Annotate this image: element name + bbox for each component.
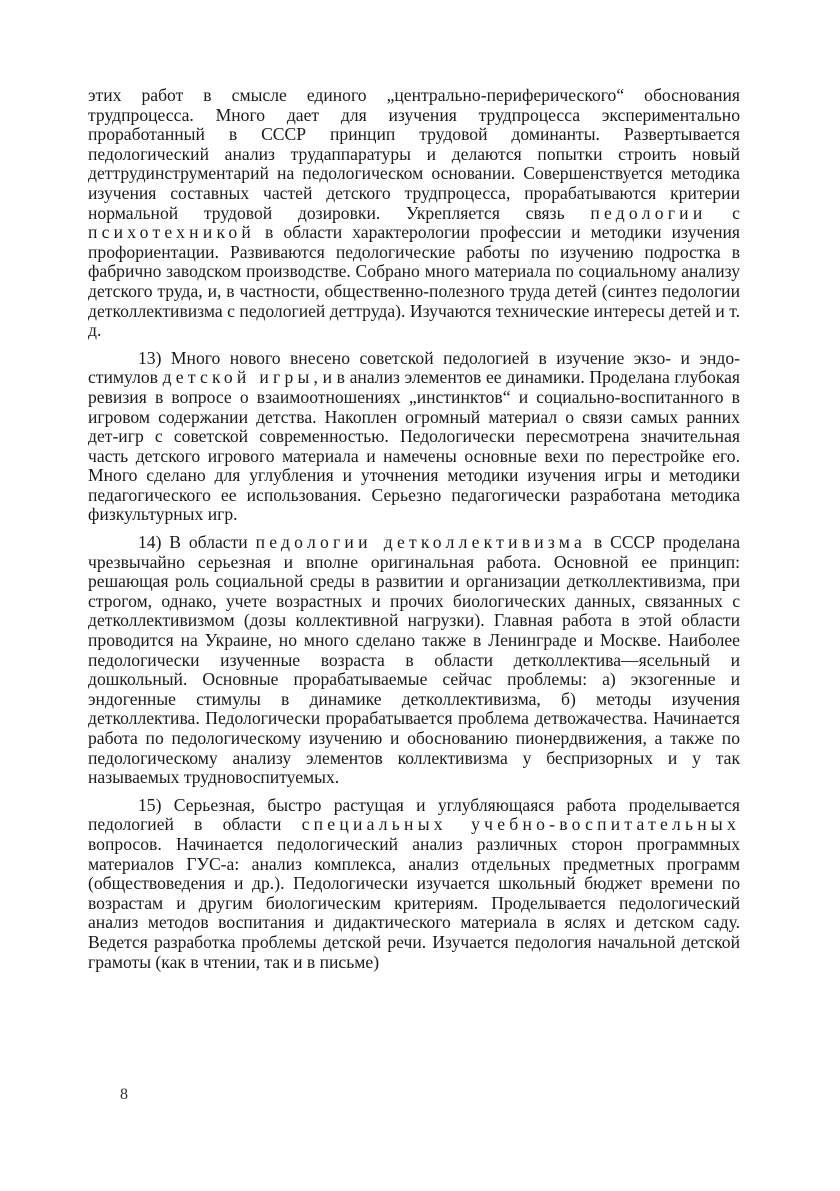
paragraph-text: в СССР проделана чрезвычайно серьезная и вполне оригинальная работа. Основной ее принцип: решающая роль социальной среды в развитии и организации детколлективизма, при строгом, однако, учете возрастных и прочих биологических данных, связанных с детколлективизмом (дозы коллективной нагрузки). Главная работа в этой области проводится на Украине, но много сделано также в Ленинграде и Москве. Наиболее педологически изученные возраста в области детколлектива—ясельный и дошкольный. Основные прорабатываемые сейчас проблемы: а) экзогенные и эндогенные стимулы в динамике детколлективизма, б) методы изучения детколлектива. Педологически прорабатывается проблема детвожачества. Начинается работа по педологическому изучению и обоснованию пионердвижения, а также по педологическому анализу элементов коллективизма у беспризорных и у так называемых трудновоспитуемых. [88,532,740,788]
paragraph-text: этих работ в смысле единого „центрально-периферического“ обоснования трудпроцесса. Много дает для изучения трудпроцесса экспериментально проработанный в СССР принцип трудовой доминанты. Развертывается педологический анализ трудаппаратуры и делаются попытки строить новый деттрудинструментарий на педологическом основании. Совершенствуется методика изучения составных частей детского трудпроцесса, прорабатываются критерии нормальной трудовой дозировки. Укрепляется связь [88,85,740,223]
body-text [88,86,740,972]
spaced-emphasis-text: психотехникой [88,222,256,243]
paragraph-text: с [706,202,740,223]
paragraph-section-15 [88,796,740,972]
page-number: 8 [120,1086,128,1103]
paragraph-continuation [88,86,740,341]
paragraph-text: в области характерологии профессии и методики изучения профориентации. Развиваются педологические работы по изучению подростка в фабрично заводском производстве. Собрано много материала по социальному анализу детского труда, и, в частности, общественно-полезного труда детей (синтез педологии детколлективизма с педологией деттруда). Изучаются технические интересы детей и т. д. [88,222,740,341]
spaced-emphasis-text: детской игры [162,367,314,388]
spaced-emphasis-text: педологии [590,202,707,223]
paragraph-text: , и в анализ элементов ее динамики. Проделана глубокая ревизия в вопросе о взаимоотношениях „инстинктов“ и социально-воспитанного в игровом содержании детства. Накоплен огромный материал о связи самых ранних дет-игр с советской современностью. Педологически пересмотрена значительная часть детского игрового материала и намечены основные вехи по перестройке его. Много сделано для углубления и уточнения методики изучения игры и методики педагогического ее использования. Серьезно педагогически разработана методика физкультурных игр. [88,367,740,525]
paragraph-text: 13) Много нового внесено советской педологией в изучение экзо- и эндо-стимулов [88,347,740,388]
paragraph-text: 15) Серьезная, быстро растущая и углубляющаяся работа проделывается педологией в области [88,794,740,835]
paragraph-section-14 [88,533,740,788]
spaced-emphasis-text: специальных учебно-воспитательных [301,814,740,835]
paragraph-section-13 [88,349,740,525]
spaced-emphasis-text: педологии детколлективизма [255,532,587,553]
paragraph-text: вопросов. Начинается педологический анализ различных сторон программных материалов ГУС-а: анализ комплекса, анализ отдельных предметных программ (обществоведения и др.). Педологически изучается школьный бюджет времени по возрастам и другим биологическим критериям. Проделывается педологический анализ методов воспитания и дидактического материала в яслях и детском саду. Ведется разработка проблемы детской речи. Изучается педология начальной детской грамоты (как в чтении, так и в письме) [88,833,740,972]
paragraph-text: 14) В области [138,532,256,553]
